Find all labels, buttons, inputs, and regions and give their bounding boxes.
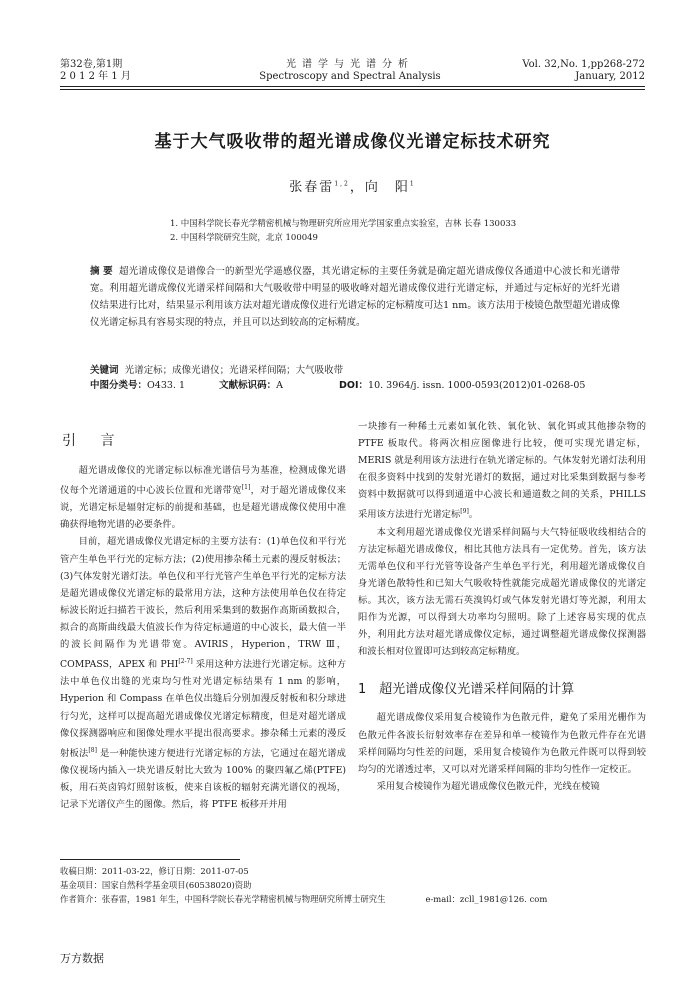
- journal-volume-info: [60, 59, 131, 83]
- author-bio: 作者简介：张春雷，1981 年生，中国科学院长春光学精密机械与物理研究所博士研究生 e-mail：zcll_1981@126. com: [60, 894, 548, 904]
- volume-cn: 第32卷,第1期: [60, 59, 123, 70]
- intro-paragraph-1: 超光谱成像仪的光谱定标以标准光谱信号为基准，检测成像光谱仪每个光谱通道的中心波长位置和光谱带宽[1]，对于超光谱成像仪来说，光谱定标是辐射定标的前提和基础，也是超光谱成像仪使用中准确获得地物光谱的必要条件。: [60, 465, 346, 531]
- date-cn: 2 0 1 2 年 1 月: [60, 71, 131, 82]
- journal-name: [240, 59, 460, 83]
- journal-volume-en: [522, 59, 645, 83]
- paper-title: 基于大气吸收带的超光谱成像仪光谱定标技术研究: [154, 132, 551, 152]
- affiliation-2: 2. 中国科学院研究生院，北京 100049: [170, 233, 318, 243]
- date-en: January, 2012: [575, 71, 645, 82]
- right-paragraph-1: 一块掺有一种稀土元素如氧化铁、氧化钬、氧化铒或其他掺杂物的 PTFE 板取代。将两次相应图像进行比较，便可实现光谱定标，MERIS 就是利用该方法进行在轨光谱定标的。气体发射光谱灯法利用在很多资料中找到的发射光谱灯的数据，通过对比采集到数据与参考资料中数据就可以得到通道中心波长和通道数之间的关系，PHILLS 采用该方法进行光谱定标[9]。: [358, 421, 646, 521]
- header-rule-thin: [60, 89, 645, 90]
- received-date: 收稿日期：2011-03-22，修订日期：2011-07-05: [60, 866, 249, 876]
- classification-line: [90, 378, 620, 393]
- intro-heading: 引 言: [62, 433, 125, 449]
- abstract-text: 超光谱成像仪是谱像合一的新型光学遥感仪器，其光谱定标的主要任务就是确定超光谱成像仪各通道中心波长和光谱带宽。利用超光谱成像仪光谱采样间隔和大气吸收带中明显的吸收峰对超光谱成像仪进行光谱定标，并通过与定标好的光纤光谱仪结果进行比对，结果显示利用该方法对超光谱成像仪进行光谱定标的定标精度可达1 nm。该方法用于棱镜色散型超光谱成像仪光谱定标具有容易实现的特点，并且可以达到较高的定标精度。: [90, 266, 620, 328]
- header-rule: [60, 86, 645, 87]
- abstract: [90, 263, 620, 331]
- section-1-heading: 1 超光谱成像仪光谱采样间隔的计算: [358, 682, 575, 698]
- keywords: [90, 363, 620, 378]
- right-paragraph-3: 超光谱成像仪采用复合棱镜作为色散元件，避免了采用光栅作为色散元件各波长衍射效率存在差异和单一棱镜作为色散元件存在光谱采样间隔均匀性差的问题，采用复合棱镜作为色散元件既可以得到较均匀的光谱透过率，又可以对光谱采样间隔的非均匀性作一定校正。: [358, 712, 646, 775]
- doc-code-label: 文献标识码：: [219, 380, 277, 391]
- clc-value: O433. 1: [147, 380, 186, 391]
- doc-code-value: A: [276, 380, 283, 391]
- footnote-rule: [60, 859, 240, 860]
- affiliation-1: 1. 中国科学院长春光学精密机械与物理研究所应用光学国家重点实验室，吉林 长春 130033: [170, 219, 517, 229]
- left-column: [60, 462, 346, 813]
- right-column: [358, 418, 646, 795]
- abstract-label: 摘 要: [90, 266, 113, 277]
- keywords-text: 光谱定标；成像光谱仪；光谱采样间隔；大气吸收带: [124, 365, 344, 376]
- doi-value: 10. 3964/j. issn. 1000-0593(2012)01-0268-05: [368, 380, 586, 391]
- right-paragraph-2: 本文利用超光谱成像仪光谱采样间隔与大气特征吸收线相结合的方法定标超光谱成像仪，相比其他方法具有一定优势。首先，该方法无需单色仪和平行光管等设备产生单色平行光，利用超光谱成像仪自身光谱色散特性和已知大气吸收特性就能完成超光谱成像仪的光谱定标。其次，该方法无需石英溴钨灯或气体发射光谱灯等光源，利用太阳作为光源，可以得到大功率均匀照明。除了上述容易实现的优点外，利用此方法对超光谱成像仪定标，通过调整超光谱成像仪探测器和波长相对位置即可达到较高定标精度。: [358, 526, 646, 658]
- footnotes: [60, 864, 645, 906]
- fund-info: 基金项目：国家自然科学基金项目(60538020)资助: [60, 880, 252, 890]
- right-paragraph-4: 采用复合棱镜作为超光谱成像仪色散元件，光线在棱镜: [376, 780, 600, 792]
- keywords-label: 关键词: [90, 365, 119, 376]
- intro-paragraph-2: 目前，超光谱成像仪光谱定标的主要方法有：(1)单色仪和平行光管产生单色平行光的定标方法；(2)使用掺杂稀土元素的漫反射板法；(3)气体发射光谱灯法。单色仪和平行光管产生单色平行光的定标方法是超光谱成像仪光谱定标的最常用方法，这种方法使用单色仪在待定标波长附近扫描若干波长，然后利用采集到的数据作高斯函数拟合，拟合的高斯曲线最大值波长作为待定标通道的中心波长，最大值一半的波长间隔作为光谱带宽。AVIRIS，Hyperion，TRW Ⅲ，COMPASS，APEX 和 PHI[2-7] 采用这种方法进行光谱定标。这种方法中单色仪出缝的光束均匀性对光谱定标结果有 1 nm 的影响，Hyperion 和 Compass 在单色仪出缝后分别加漫反射板和积分球进行匀光，这样可以提高超光谱成像仪光谱定标精度，但是对超光谱成像仪探测器响应和图像处理水平提出很高要求。掺杂稀土元素的漫反射板法[8] 是一种能快速方便进行光谱定标的方法，它通过在超光谱成像仪视场内插入一块光谱反射比大致为 100% 的聚四氟乙烯(PTFE)板，用石英卤钨灯照射该板，使来自该板的辐射充满光谱仪的视场，记录下光谱仪产生的图像。然后，将 PTFE 板移开并用: [60, 536, 346, 811]
- author-email: e-mail：zcll_1981@126. com: [425, 894, 548, 904]
- journal-name-cn: 光谱学与光谱分析: [286, 59, 414, 70]
- clc-label: 中图分类号：: [90, 380, 148, 391]
- paper-authors: 张春雷$^{1,2}$，向 阳$^1$: [289, 180, 416, 195]
- doi-label: DOI：: [339, 380, 369, 391]
- volume-en: Vol. 32,No. 1,pp268-272: [522, 59, 645, 70]
- watermark: 万方数据: [60, 952, 104, 965]
- journal-name-en: Spectroscopy and Spectral Analysis: [259, 71, 441, 82]
